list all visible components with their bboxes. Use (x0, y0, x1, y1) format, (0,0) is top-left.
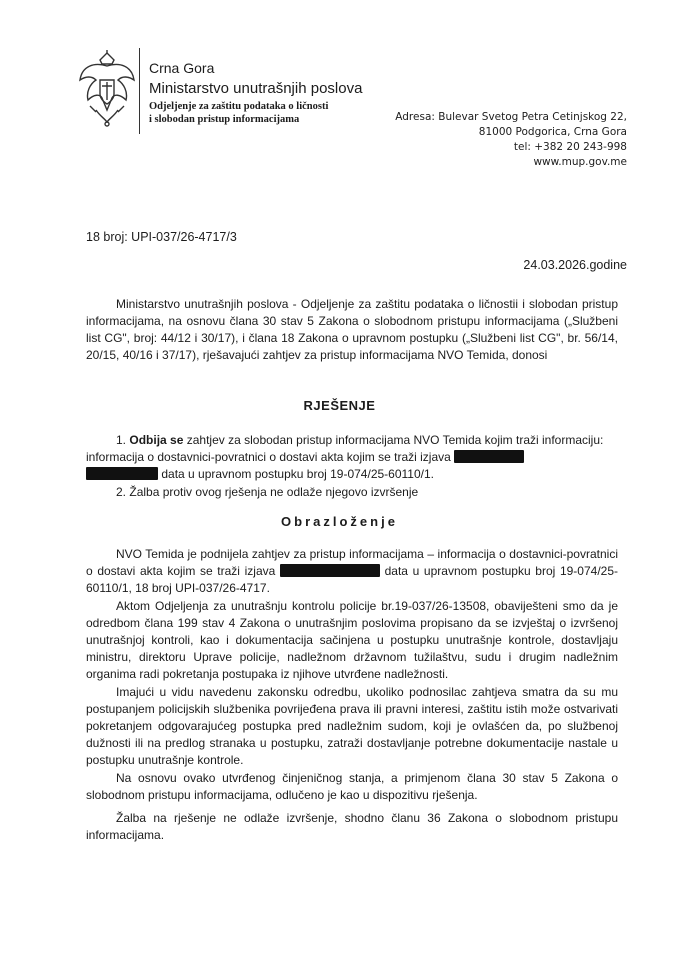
reasoning-paragraph-1 (86, 546, 618, 597)
intro-paragraph: Ministarstvo unutrašnjih poslova - Odjeljenje za zaštitu podataka o ličnostii i slobodan pristup informacijama, na osnovu člana 30 stav 5 Zakona o slobodnom pristupu informacijama („Službeni list CG", broj: 44/12 i 30/17), i člana 18 Zakona o upravnom postupku („Službeni list CG", br. 56/14, 20/15, 40/16 i 37/17), rješavajući zahtjev za pristup informacijama NVO Temida, donosi (86, 297, 618, 362)
item-2-text: Žalba protiv ovog rješenja ne odlaže njegovo izvršenje (129, 485, 419, 499)
redaction-mark (86, 467, 158, 480)
reasoning-paragraph-5: Žalba na rješenje ne odlaže izvršenje, shodno članu 36 Zakona o slobodnom pristupu informacijama. (86, 811, 618, 842)
redaction-mark (454, 450, 524, 463)
department-line-2: i slobodan pristup informacijama (149, 114, 300, 125)
coat-of-arms-icon (76, 50, 138, 128)
document-date: 24.03.2026.godine (523, 258, 627, 272)
department-line-1: Odjeljenje za zaštitu podataka o ličnosti (149, 101, 329, 112)
address-phone: tel: +382 20 243-998 (513, 141, 627, 153)
reasoning-p1-a: NVO Temida je podnijela zahtjev za pristup informacijama – informacija o dostavnici-povratnici o dostavi akta kojim se traži izjava (86, 547, 618, 578)
item-1-text-b: data u upravnom postupku broj 19-074/25-60110/1. (161, 467, 434, 481)
department-name (149, 100, 328, 126)
item-2-number: 2. (116, 485, 127, 499)
redaction-mark (280, 564, 380, 577)
reasoning-paragraph-3: Imajući u vidu navedenu zakonsku odredbu, ukoliko podnosilac zahtjeva smatra da su mu postupanjem policijskih službenika povrijeđena prava ili pravni interesi, zaštitu istih može ostvarivati pokretanjem odgovarajućeg postupka pred nadležnim sudom, koji je ovlašćen da, po službenoj dužnosti ili na predlog stranaka u postupku, zatraži dostavljanje potrebne dokumentacije nastale u postupku unutrašnje kontrole. (86, 685, 618, 767)
reasoning-paragraph-4: Na osnovu ovako utvrđenog činjeničnog stanja, a primjenom člana 30 stav 5 Zakona o slobodnom pristupu informacijama, odlučeno je kao u dispozitivu rješenja. (86, 771, 618, 802)
item-1-text-a: zahtjev za slobodan pristup informacijama NVO Temida kojim traži informaciju: informacija o dostavnici-povratnici o dostavi akta kojim se traži izjava (86, 433, 604, 464)
address-block (395, 110, 627, 170)
item-1-number: 1. (116, 433, 127, 447)
decision-title: RJEŠENJE (303, 398, 376, 413)
address-city: 81000 Podgorica, Crna Gora (478, 126, 627, 138)
reasoning-paragraph-2: Aktom Odjeljenja za unutrašnju kontrolu policije br.19-037/26-13508, obaviješteni smo da je odredbom člana 199 stav 4 Zakona o unutrašnjim poslovima propisano da se izvještaj o izvršenoj unutrašnjoj kontroli, kao i dokumentacija sačinjena u postupku unutrašnje kontrole, dostavljaju ministru, direktoru Uprave policije, nadležnom državnom tužilaštvu, sudu i drugim nadležnim organima radi pokretanja postupaka iz njihove utvrđene nadležnosti. (86, 599, 618, 681)
reference-number: 18 broj: UPI-037/26-4717/3 (86, 230, 237, 244)
address-street: Adresa: Bulevar Svetog Petra Cetinjskog 22, (395, 111, 627, 123)
ministry-name: Ministarstvo unutrašnjih poslova (149, 80, 363, 97)
header-divider (139, 48, 140, 134)
item-1-bold: Odbija se (129, 433, 184, 447)
decision-item-1 (86, 432, 618, 483)
decision-item-2 (86, 484, 618, 501)
reasoning-title: Obrazloženje (281, 514, 398, 529)
country-name: Crna Gora (149, 60, 215, 76)
reasoning-p1-b: data u upravnom postupku broj 19-074/25-60110/1, 18 broj UPI-037/26-4717. (86, 564, 618, 595)
address-web: www.mup.gov.me (533, 156, 627, 168)
